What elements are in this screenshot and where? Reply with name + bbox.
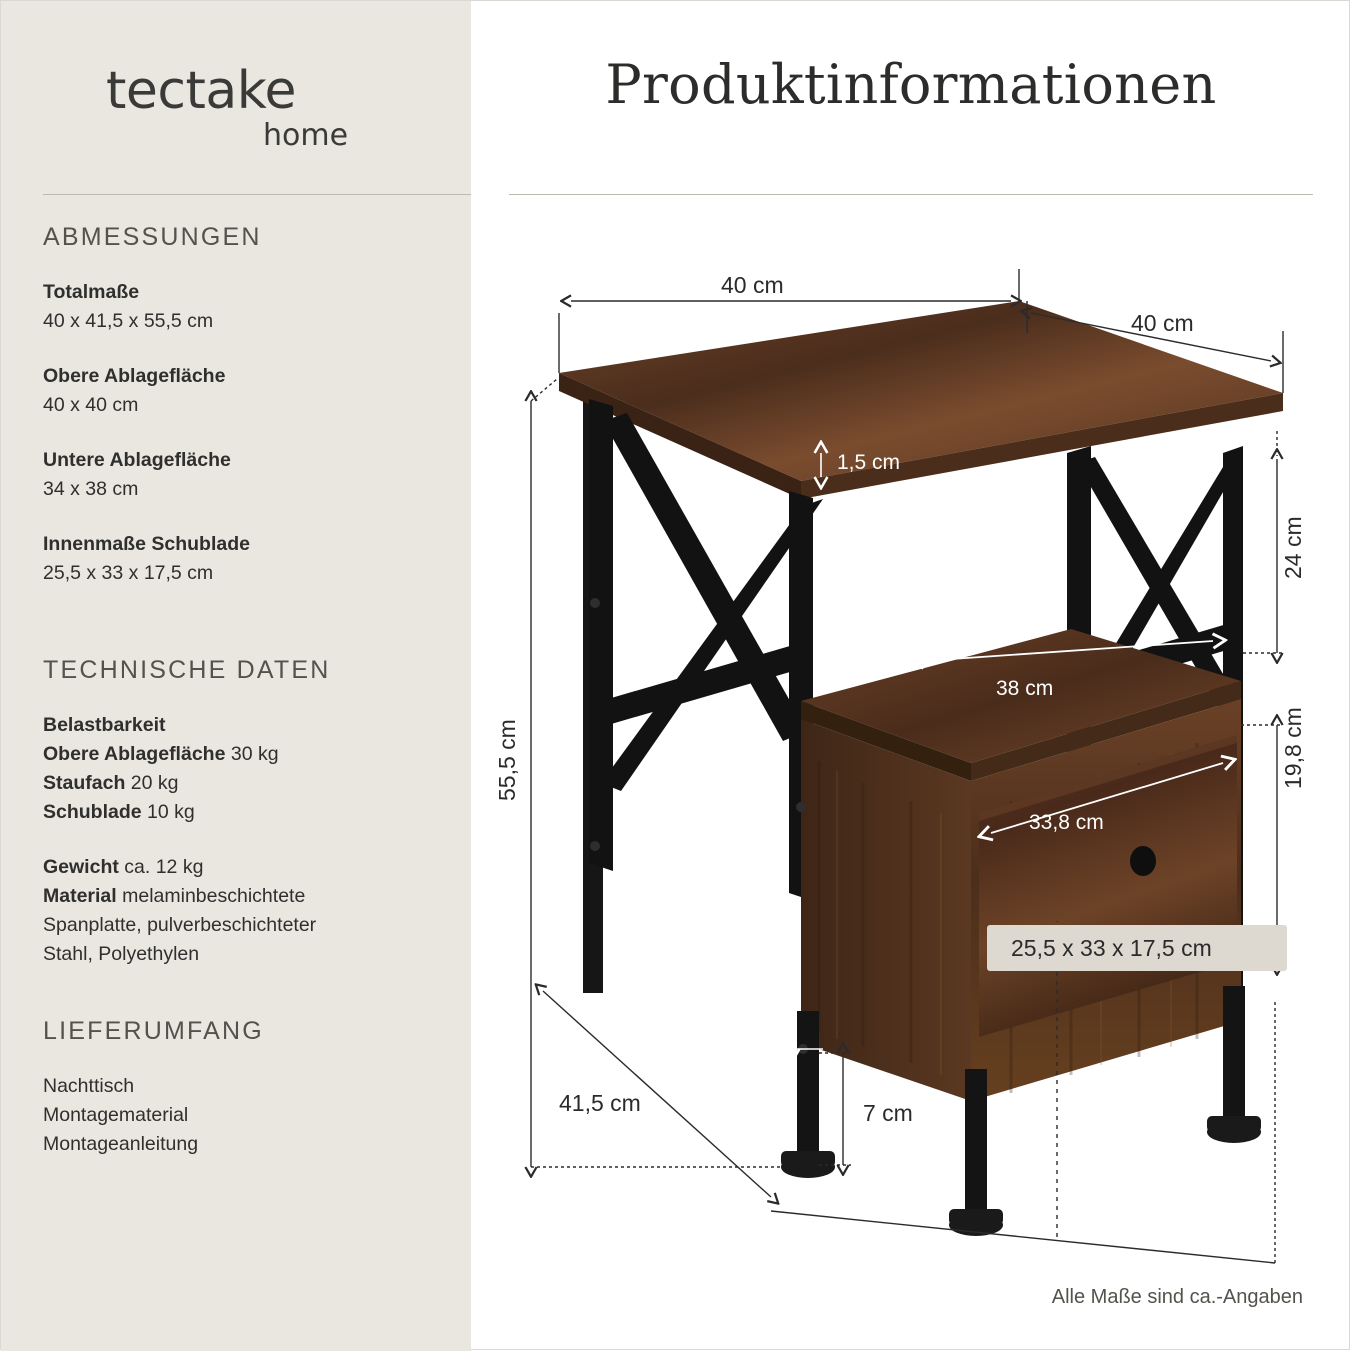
scope-item-2: Montagematerial xyxy=(43,1104,189,1126)
scope-list xyxy=(43,1072,443,1159)
spec-material-line-1: Material melaminbeschichtete xyxy=(43,885,306,907)
drawer-inner-badge xyxy=(987,925,1287,971)
page-title: Produktinformationen xyxy=(605,53,1217,116)
dim-drawer-height: 19,8 cm xyxy=(1280,707,1306,789)
spec-drawer-inner xyxy=(43,530,443,588)
product-dimension-diagram xyxy=(471,1,1350,1351)
dim-leg-profile: 2 x 2 cm xyxy=(759,909,782,989)
spec-top-shelf xyxy=(43,362,443,420)
spec-drawer-inner-value: 25,5 x 33 x 17,5 cm xyxy=(43,562,214,584)
sidebar xyxy=(1,1,471,1351)
dim-total-depth: 41,5 cm xyxy=(559,1090,641,1116)
dim-shelf-gap: 24 cm xyxy=(1280,516,1306,579)
brand-name: tectake xyxy=(106,61,296,121)
spec-bottom-shelf-label: Untere Ablagefläche xyxy=(43,449,231,471)
spec-drawer-inner-label: Innenmaße Schublade xyxy=(43,533,250,555)
spec-load-line-3: Schublade 10 kg xyxy=(43,801,195,823)
spec-bottom-shelf-value: 34 x 38 cm xyxy=(43,478,139,500)
spec-total-value: 40 x 41,5 x 55,5 cm xyxy=(43,310,214,332)
brand-divider xyxy=(43,194,471,195)
spec-load xyxy=(43,711,443,827)
brand-subtitle: home xyxy=(263,118,349,153)
section-title-dimensions: ABMESSUNGEN xyxy=(43,223,262,251)
spec-load-line-1: Obere Ablagefläche 30 kg xyxy=(43,743,279,765)
spec-top-shelf-value: 40 x 40 cm xyxy=(43,394,139,416)
dim-shelf-depth: 38 cm xyxy=(996,677,1054,700)
dim-top-thickness: 1,5 cm xyxy=(837,451,901,474)
footer-note: Alle Maße sind ca.-Angaben xyxy=(1051,1286,1303,1308)
spec-total-label: Totalmaße xyxy=(43,281,140,303)
spec-top-shelf-label: Obere Ablagefläche xyxy=(43,365,226,387)
section-title-scope: LIEFERUMFANG xyxy=(43,1017,264,1045)
dim-drawer-width: 33,8 cm xyxy=(1029,811,1104,834)
sidebar-content xyxy=(43,223,443,1185)
spec-load-label: Belastbarkeit xyxy=(43,714,166,736)
main-area xyxy=(471,1,1350,1351)
brand-block xyxy=(1,1,471,196)
scope-item-3: Montageanleitung xyxy=(43,1133,199,1155)
spec-material-line-3: Stahl, Polyethylen xyxy=(43,943,200,965)
spec-total xyxy=(43,278,443,336)
scope-item-1: Nachttisch xyxy=(43,1075,135,1097)
section-title-technical: TECHNISCHE DATEN xyxy=(43,656,331,684)
dim-drawer-inner: 25,5 x 33 x 17,5 cm xyxy=(1011,935,1212,961)
dim-leg-height: 7 cm xyxy=(863,1100,913,1126)
spec-material-line-2: Spanplatte, pulverbeschichteter xyxy=(43,914,317,936)
spec-load-line-2: Staufach 20 kg xyxy=(43,772,179,794)
dim-top-depth: 40 cm xyxy=(1131,310,1194,336)
spec-material xyxy=(43,853,443,969)
spec-weight-line: Gewicht ca. 12 kg xyxy=(43,856,204,878)
dim-total-height: 55,5 cm xyxy=(494,719,520,801)
spec-bottom-shelf xyxy=(43,446,443,504)
dim-top-width: 40 cm xyxy=(721,272,784,298)
